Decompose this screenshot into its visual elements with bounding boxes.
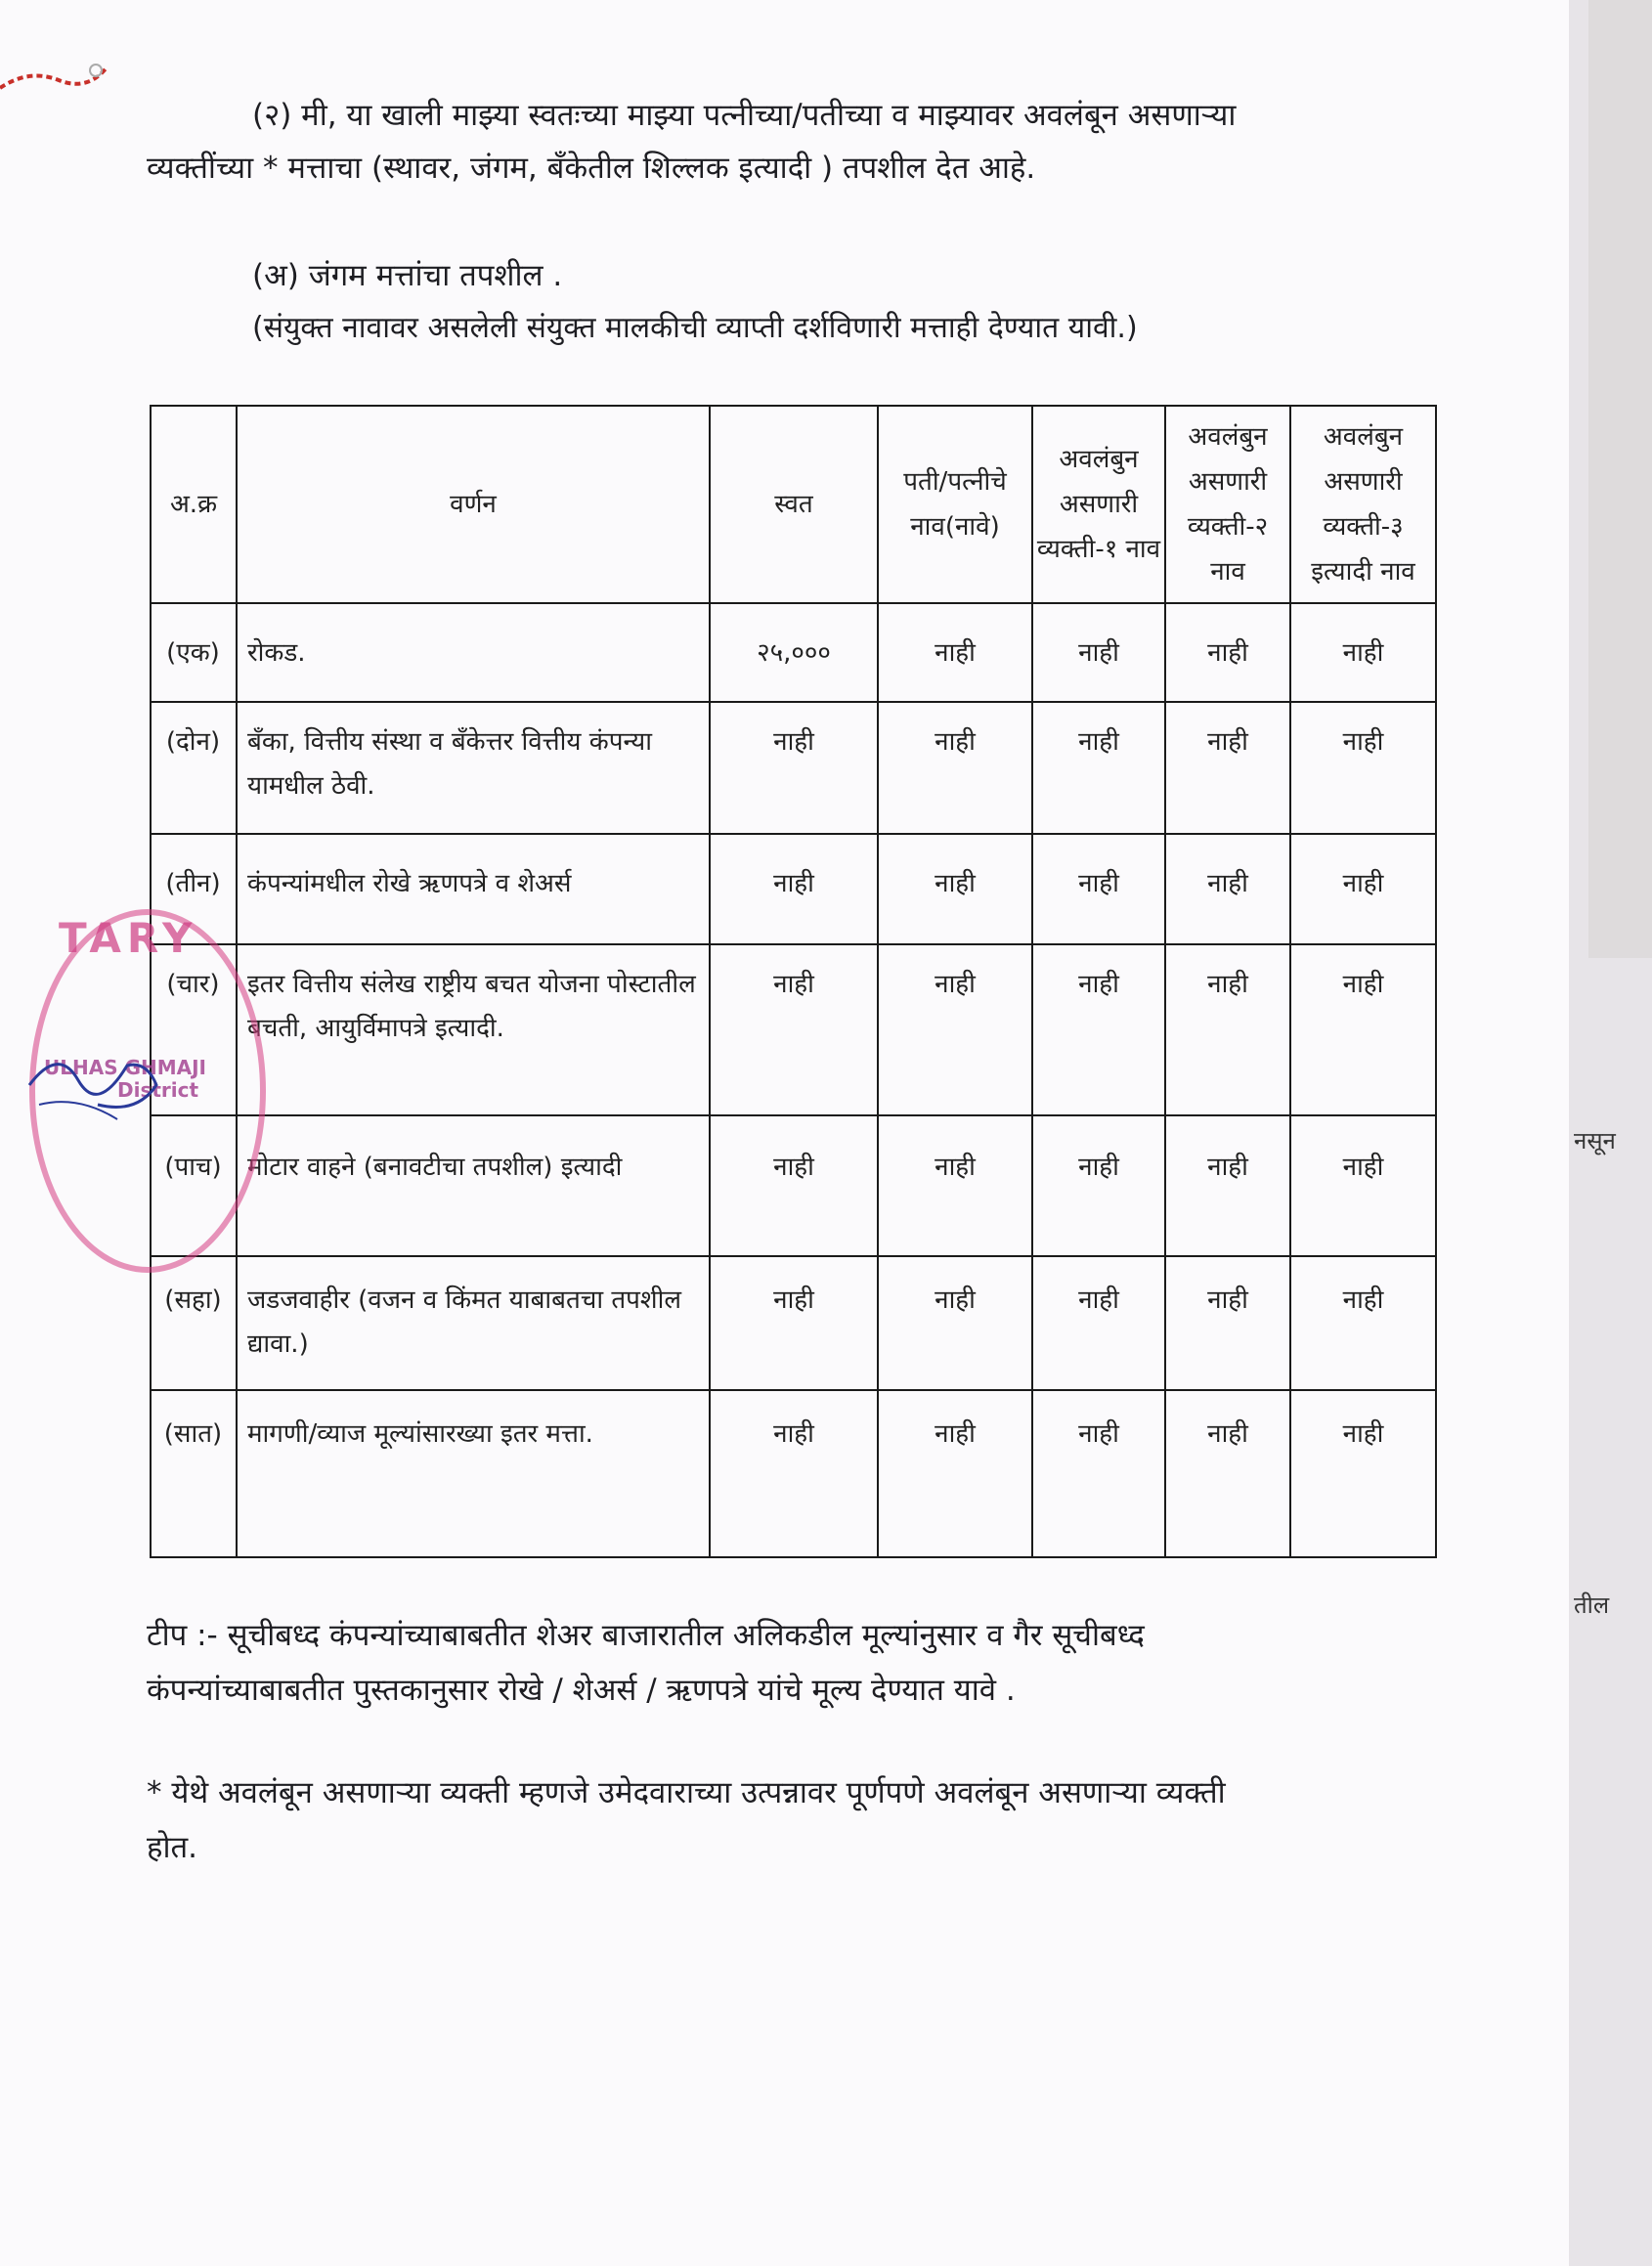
row-self-value: २५,००० — [710, 603, 878, 702]
header-serial: अ.क्र — [151, 406, 237, 603]
row-dep2-value: नाही — [1165, 702, 1290, 834]
row-dep3-value: नाही — [1290, 702, 1436, 834]
row-dep1-value: नाही — [1032, 603, 1165, 702]
row-description: कंपन्यांमधील रोखे ऋणपत्रे व शेअर्स — [237, 834, 710, 944]
movable-assets-table — [150, 405, 1437, 1558]
signature-icon — [20, 1026, 176, 1134]
stamp-district-text: District — [117, 1078, 199, 1102]
table-row — [151, 834, 1436, 944]
row-dep2-value: नाही — [1165, 944, 1290, 1115]
row-self-value: नाही — [710, 1390, 878, 1557]
row-serial: (एक) — [151, 603, 237, 702]
header-spouse: पती/पत्नीचे नाव(नावे) — [878, 406, 1032, 603]
table-row — [151, 702, 1436, 834]
dependent-note-line-1: * येथे अवलंबून असणाऱ्या व्यक्ती म्हणजे उमेदवाराच्या उत्पन्नावर पूर्णपणे अवलंबून असणाऱ्या व्यक्ती — [147, 1775, 1226, 1810]
row-dep1-value: नाही — [1032, 944, 1165, 1115]
row-dep2-value: नाही — [1165, 834, 1290, 944]
header-self: स्वत — [710, 406, 878, 603]
row-dep3-value: नाही — [1290, 1115, 1436, 1256]
row-dep1-value: नाही — [1032, 1390, 1165, 1557]
header-dependent-1: अवलंबुन असणारी व्यक्ती-१ नाव — [1032, 406, 1165, 603]
row-description: रोकड. — [237, 603, 710, 702]
row-spouse-value: नाही — [878, 1390, 1032, 1557]
row-spouse-value: नाही — [878, 944, 1032, 1115]
header-description: वर्णन — [237, 406, 710, 603]
row-spouse-value: नाही — [878, 1115, 1032, 1256]
row-self-value: नाही — [710, 1115, 878, 1256]
row-spouse-value: नाही — [878, 702, 1032, 834]
dependent-note-line-2: होत. — [147, 1830, 198, 1865]
row-dep1-value: नाही — [1032, 1256, 1165, 1390]
stamp-name-text: ULHAS GHMAJI — [44, 1056, 206, 1079]
row-serial: (पाच) — [151, 1115, 237, 1256]
row-serial: (तीन) — [151, 834, 237, 944]
row-description: मोटार वाहने (बनावटीचा तपशील) इत्यादी — [237, 1115, 710, 1256]
row-self-value: नाही — [710, 702, 878, 834]
row-description: मागणी/व्याज मूल्यांसारख्या इतर मत्ता. — [237, 1390, 710, 1557]
table-header-row — [151, 406, 1436, 603]
row-serial: (सहा) — [151, 1256, 237, 1390]
table-row — [151, 944, 1436, 1115]
binding-thread-icon — [0, 59, 108, 98]
row-dep2-value: नाही — [1165, 1390, 1290, 1557]
row-dep2-value: नाही — [1165, 1256, 1290, 1390]
table-row — [151, 1256, 1436, 1390]
header-dependent-2: अवलंबुन असणारी व्यक्ती-२ नाव — [1165, 406, 1290, 603]
row-description: जडजवाहीर (वजन व किंमत याबाबतचा तपशील द्यावा.) — [237, 1256, 710, 1390]
row-spouse-value: नाही — [878, 1256, 1032, 1390]
header-dependent-3: अवलंबुन असणारी व्यक्ती-३ इत्यादी नाव — [1290, 406, 1436, 603]
row-serial: (चार) — [151, 944, 237, 1115]
intro-line-1: (२) मी, या खाली माझ्या स्वतःच्या माझ्या पत्नीच्या/पतीच्या व माझ्यावर अवलंबून असणाऱ्या — [252, 98, 1237, 133]
section-subtitle: (संयुक्त नावावर असलेली संयुक्त मालकीची व्याप्ती दर्शविणारी मत्ताही देण्यात यावी.) — [252, 311, 1138, 345]
row-dep3-value: नाही — [1290, 1390, 1436, 1557]
edge-fragment-1: नसून — [1574, 1127, 1616, 1155]
row-self-value: नाही — [710, 1256, 878, 1390]
table-row — [151, 603, 1436, 702]
stamp-top-text: TARY — [59, 914, 198, 962]
tip-line-1: टीप :- सूचीबध्द कंपन्यांच्याबाबतीत शेअर बाजारातील अलिकडील मूल्यांनुसार व गैर सूचीबध्द — [147, 1618, 1145, 1653]
row-dep3-value: नाही — [1290, 944, 1436, 1115]
row-dep3-value: नाही — [1290, 603, 1436, 702]
row-serial: (सात) — [151, 1390, 237, 1557]
row-self-value: नाही — [710, 944, 878, 1115]
row-dep2-value: नाही — [1165, 603, 1290, 702]
edge-fragment-2: तील — [1574, 1591, 1610, 1619]
row-self-value: नाही — [710, 834, 878, 944]
row-description: इतर वित्तीय संलेख राष्ट्रीय बचत योजना पोस्टातील बचती, आयुर्विमापत्रे इत्यादी. — [237, 944, 710, 1115]
row-spouse-value: नाही — [878, 603, 1032, 702]
row-dep1-value: नाही — [1032, 1115, 1165, 1256]
intro-line-2: व्यक्तींच्या * मत्ताचा (स्थावर, जंगम, बँकेतील शिल्लक इत्यादी ) तपशील देत आहे. — [147, 151, 1036, 186]
row-serial: (दोन) — [151, 702, 237, 834]
row-dep1-value: नाही — [1032, 702, 1165, 834]
section-title: (अ) जंगम मत्तांचा तपशील . — [252, 258, 563, 293]
tip-line-2: कंपन्यांच्याबाबतीत पुस्तकानुसार रोखे / शेअर्स / ऋणपत्रे यांचे मूल्य देण्यात यावे . — [147, 1673, 1016, 1708]
row-description: बँका, वित्तीय संस्था व बँकेत्तर वित्तीय कंपन्या यामधील ठेवी. — [237, 702, 710, 834]
row-dep2-value: नाही — [1165, 1115, 1290, 1256]
row-dep3-value: नाही — [1290, 1256, 1436, 1390]
row-spouse-value: नाही — [878, 834, 1032, 944]
table-row — [151, 1115, 1436, 1256]
table-row — [151, 1390, 1436, 1557]
row-dep1-value: नाही — [1032, 834, 1165, 944]
row-dep3-value: नाही — [1290, 834, 1436, 944]
